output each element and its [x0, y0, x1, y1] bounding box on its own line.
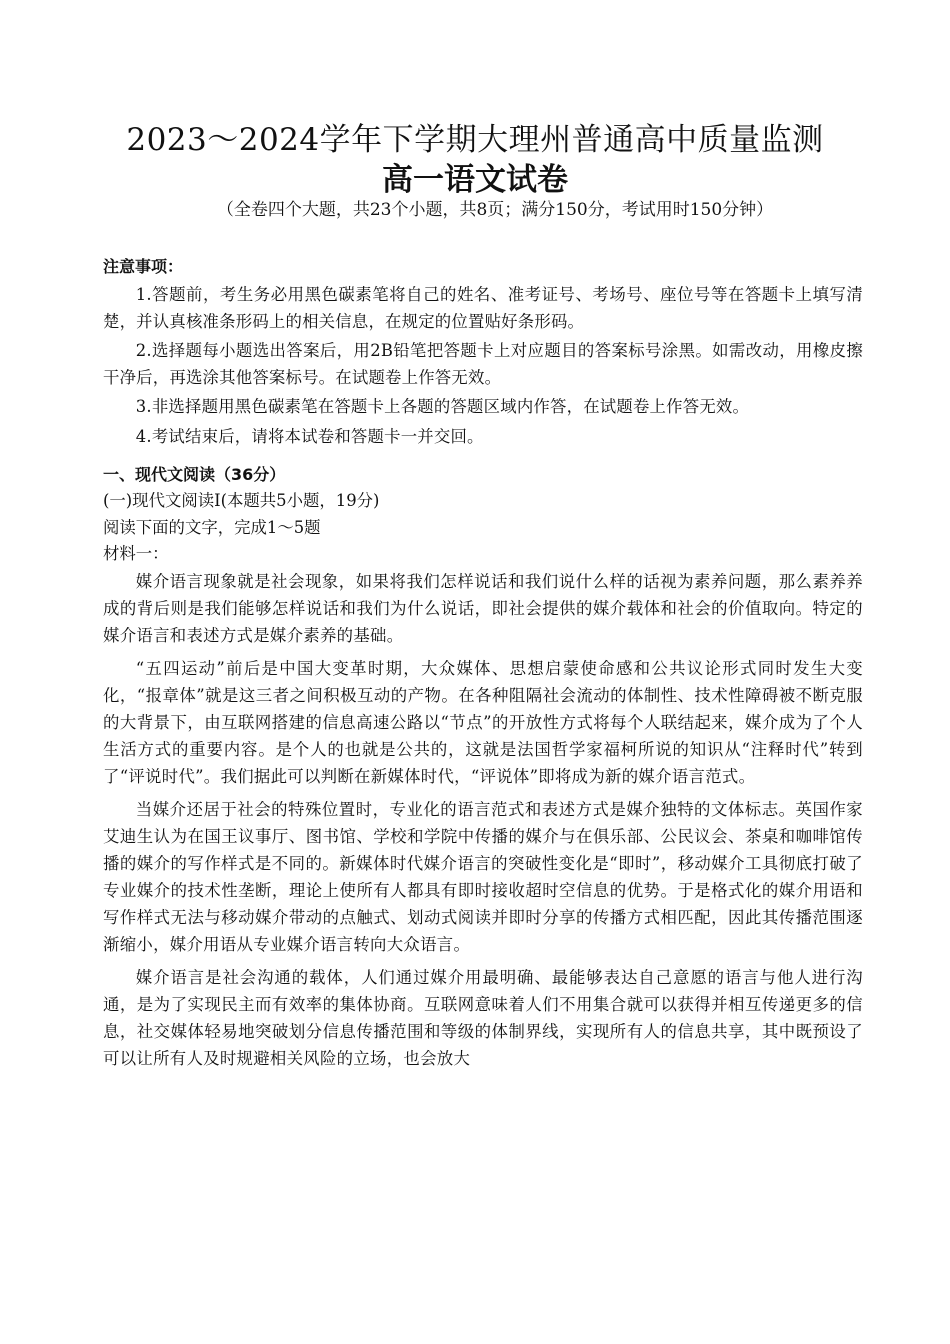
- body-paragraph-2: “五四运动”前后是中国大变革时期，大众媒体、思想启蒙使命感和公共议论形式同时发生大变化，“报章体”就是这三者之间积极互动的产物。在各种阻隔社会流动的体制性、技术性障碍被不断克服的大背景下，由互联网搭建的信息高速公路以“节点”的开放性方式将每个人联结起来，媒介成为了个人生活方式的重要内容。是个人的也就是公共的，这就是法国哲学家福柯所说的知识从“注释时代”转到了“评说时代”。我们据此可以判断在新媒体时代，“评说体”即将成为新的媒介语言范式。: [103, 658, 863, 786]
- body-paragraph-1: 媒介语言现象就是社会现象，如果将我们怎样说话和我们说什么样的话视为素养问题，那么素养养成的背后则是我们能够怎样说话和我们为什么说话，即社会提供的媒介载体和社会的价值取向。特定的媒介语言和表述方式是媒介素养的基础。: [103, 571, 863, 645]
- section-modern-reading: [103, 462, 863, 1078]
- body-paragraph-4: 媒介语言是社会沟通的载体，人们通过媒介用最明确、最能够表达自己意愿的语言与他人进行沟通，是为了实现民主而有效率的集体协商。互联网意味着人们不用集合就可以获得并相互传递更多的信息，社交媒体轻易地突破划分信息传播范围和等级的体制界线，实现所有人的信息共享，其中既预设了可以让所有人及时规避相关风险的立场，也会放大: [103, 967, 863, 1068]
- notice-item-3: 3.非选择题用黑色碳素笔在答题卡上各题的答题区域内作答，在试题卷上作答无效。: [135, 397, 750, 416]
- body-paragraph-3: 当媒介还居于社会的特殊位置时，专业化的语言范式和表述方式是媒介独特的文体标志。英国作家艾迪生认为在国王议事厅、图书馆、学校和学院中传播的媒介与在俱乐部、公民议会、茶桌和咖啡馆传播的媒介的写作样式是不同的。新媒体时代媒介语言的突破性变化是“即时”，移动媒介工具彻底打破了专业媒介的技术性垄断，理论上使所有人都具有即时接收超时空信息的优势。于是格式化的媒介用语和写作样式无法与移动媒介带动的点触式、划动式阅读并即时分享的传播方式相匹配，因此其传播范围逐渐缩小，媒介用语从专业媒介语言转向大众语言。: [103, 799, 863, 954]
- notice-item-2: 2.选择题每小题选出答案后，用2B铅笔把答题卡上对应题目的答案标号涂黑。如需改动，用橡皮擦干净后，再选涂其他答案标号。在试题卷上作答无效。: [103, 341, 863, 387]
- exam-title: 2023～2024学年下学期大理州普通高中质量监测: [126, 122, 824, 158]
- notice-item-4: 4.考试结束后，请将本试卷和答题卡一并交回。: [135, 426, 484, 446]
- reading-instruction: 阅读下面的文字，完成1～5题: [103, 517, 321, 537]
- material-label: 材料一：: [103, 544, 169, 563]
- exam-subtitle: 高一语文试卷: [382, 162, 568, 198]
- exam-note: （全卷四个大题，共23个小题，共8页；满分150分，考试用时150分钟）: [216, 200, 774, 220]
- notice-block: [103, 254, 863, 453]
- notice-item-1: 1.答题前，考生务必用黑色碳素笔将自己的姓名、准考证号、考场号、座位号等在答题卡上填写清楚，并认真核准条形码上的相关信息，在规定的位置贴好条形码。: [103, 285, 863, 331]
- section-heading: 一、现代文阅读（36分）: [103, 465, 286, 484]
- notice-heading: 注意事项：: [103, 257, 184, 276]
- part-heading: (一)现代文阅读Ⅰ(本题共5小题，19分): [103, 491, 380, 510]
